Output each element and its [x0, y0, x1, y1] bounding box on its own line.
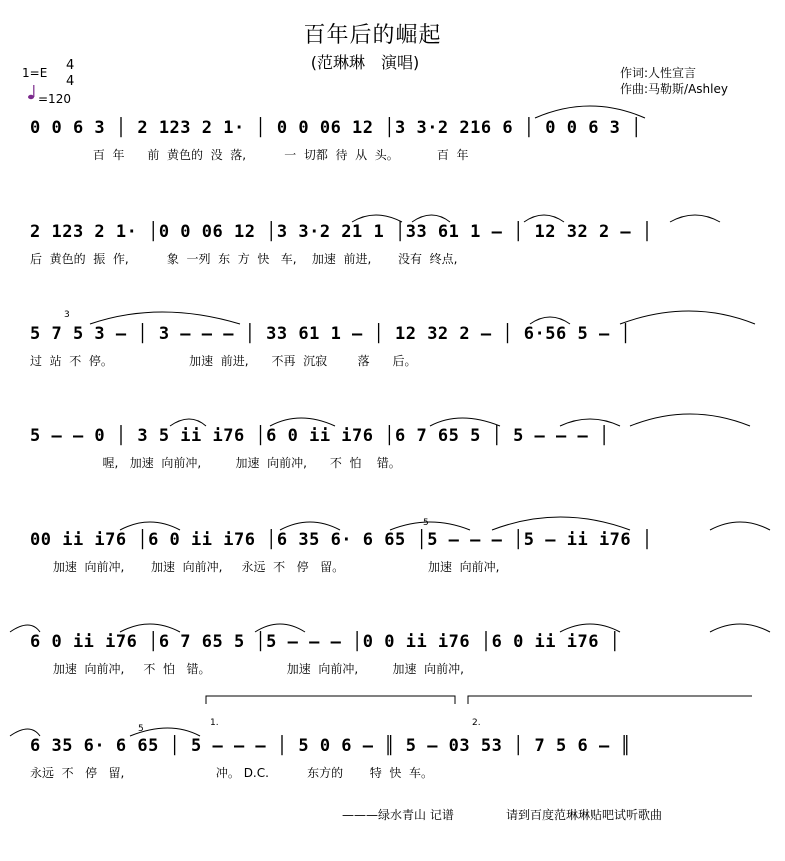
listening-note: 请到百度范琳琳贴吧试听歌曲 — [506, 808, 663, 822]
score-row-5 — [30, 518, 760, 590]
song-title: 百年后的崛起 — [303, 23, 442, 48]
notes-line: 5 7 5 3 – │ 3 – – – │ 33 61 1 – │ 12 32 2 – │ 6·56 5 – │ — [30, 324, 632, 344]
quarter-note-icon — [28, 84, 36, 100]
tuplet-mark: 3 — [64, 310, 70, 320]
score-row-7 — [30, 718, 760, 796]
score-row-6 — [30, 632, 760, 692]
lyrics-line: 喔, 加速 向前冲, 加速 向前冲, 不 怕 错。 — [30, 456, 401, 470]
score-row-3 — [30, 310, 760, 384]
transcriber-credit: ———绿水青山 记谱 — [342, 808, 454, 822]
lyricist-credit: 作词:人性宣言 — [620, 66, 697, 80]
volta-first-ending: 1. — [210, 718, 219, 728]
singer-subtitle: (范琳琳 演唱) — [310, 53, 420, 72]
lyrics-line: 永远 不 停 留, 冲。 D.C. 东方的 特 快 车。 — [30, 766, 434, 780]
notes-line: 00 ii i76 │6 0 ii i76 │6 35 6· 6 65 │5 – – – │5 – ii i76 │ — [30, 530, 653, 550]
score-row-1 — [30, 118, 760, 178]
notes-line: 0 0 6 3 │ 2 123 2 1· │ 0 0 06 12 │3 3·2 216 6 │ 0 0 6 3 │ — [30, 118, 642, 138]
grace-note-mark: 5 — [423, 518, 429, 528]
key-signature: 1=E — [22, 66, 48, 80]
notes-line: 6 0 ii i76 │6 7 65 5 │5 – – – │0 0 ii i76 │6 0 ii i76 │ — [30, 632, 621, 652]
tempo-marking: =120 — [38, 92, 71, 106]
lyrics-line: 后 黄色的 振 作, 象 一列 东 方 快 车, 加速 前进, 没有 终点, — [30, 252, 458, 266]
score-row-4 — [30, 426, 760, 486]
lyrics-line: 过 站 不 停。 加速 前进, 不再 沉寂 落 后。 — [30, 354, 417, 368]
score-row-2 — [30, 222, 760, 282]
time-signature-bottom: 4 — [66, 74, 75, 89]
grace-note-mark: 5 — [138, 724, 144, 734]
time-signature-top: 4 — [66, 58, 75, 73]
notes-line: 6 35 6· 6 65 │ 5 – – – │ 5 0 6 – ║ 5 – 03 53 │ 7 5 6 – ║ — [30, 736, 632, 756]
composer-credit: 作曲:马勒斯/Ashley — [620, 82, 728, 96]
lyrics-line: 百 年 前 黄色的 没 落, 一 切都 待 从 头。 百 年 — [70, 148, 469, 162]
notes-line: 2 123 2 1· │0 0 06 12 │3 3·2 21 1 │33 61 1 – │ 12 32 2 – │ — [30, 222, 653, 242]
lyrics-line: 加速 向前冲, 加速 向前冲, 永远 不 停 留。 加速 向前冲, — [30, 560, 500, 574]
notes-line: 5 – – 0 │ 3 5 ii i76 │6 0 ii i76 │6 7 65 5 │ 5 – – – │ — [30, 426, 610, 446]
volta-second-ending: 2. — [472, 718, 481, 728]
lyrics-line: 加速 向前冲, 不 怕 错。 加速 向前冲, 加速 向前冲, — [30, 662, 464, 676]
